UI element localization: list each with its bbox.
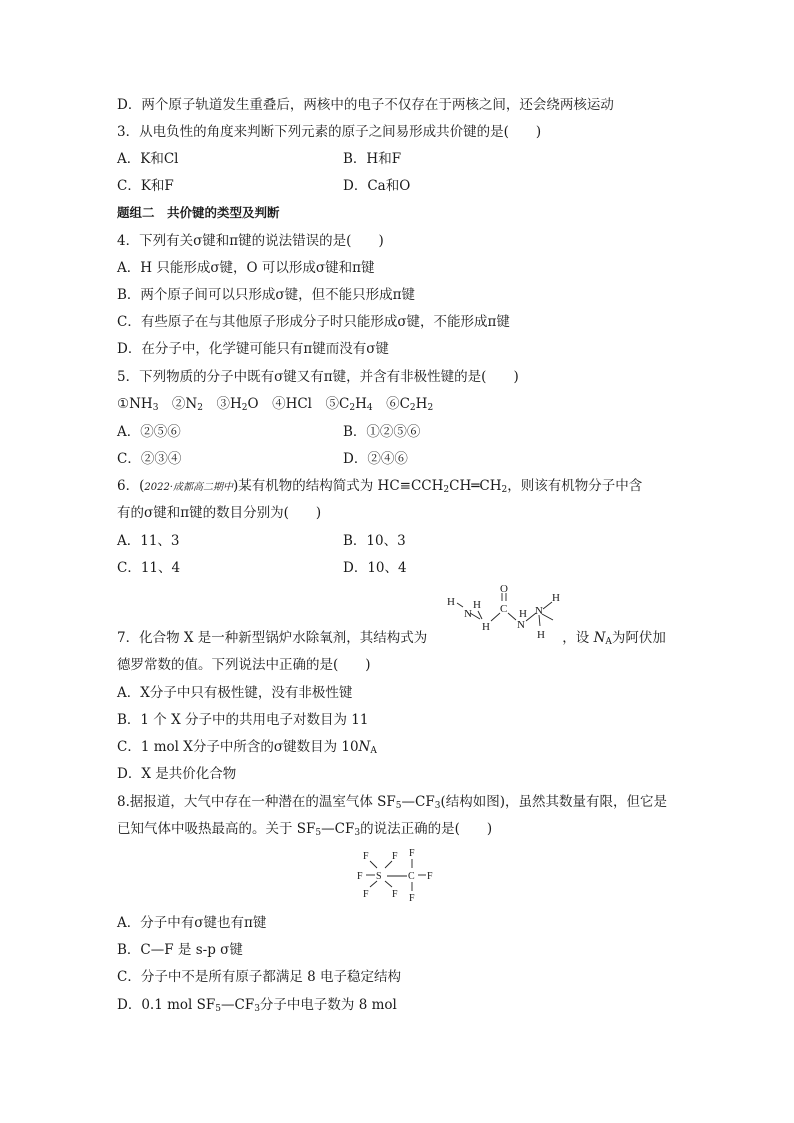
q4-option-d: D．在分子中，化学键可能只有π键而没有σ键 xyxy=(117,341,389,357)
q8-option-a: A．分子中有σ键也有π键 xyxy=(117,915,267,931)
q8-atom-f5: F xyxy=(392,889,398,900)
q5-option-d: D．②④⑥ xyxy=(343,451,408,467)
q6-option-d: D．10、4 xyxy=(343,560,407,576)
q8-atom-f4: F xyxy=(363,889,369,900)
q8-atom-f2: F xyxy=(392,851,398,862)
q4-option-c: C．有些原子在与其他原子形成分子时只能形成σ键，不能形成π键 xyxy=(117,314,510,330)
q2-option-d: D．两个原子轨道发生重叠后，两核中的电子不仅存在于两核之间，还会绕两核运动 xyxy=(117,97,614,113)
q4-stem: 4．下列有关σ键和π键的说法错误的是( ) xyxy=(117,233,384,249)
q6-source: 2022·成都高二期中 xyxy=(144,482,233,493)
q4-option-b: B．两个原子间可以只形成σ键，但不能只形成π键 xyxy=(117,287,416,303)
q6-option-a: A．11、3 xyxy=(117,533,180,549)
q8-structure-diagram xyxy=(356,844,438,904)
q3-option-d: D．Ca和O xyxy=(343,178,411,194)
q7-option-a: A．X分子中只有极性键，没有非极性键 xyxy=(117,685,353,701)
q8-atom-f3: F xyxy=(357,871,363,882)
q3-option-c: C．K和F xyxy=(117,178,174,194)
q8-stem-continued: 已知气体中吸热最高的。关于 $SF_5—CF_3$的说法正确的是( ) xyxy=(117,821,493,838)
q7-atom-n1: N xyxy=(464,608,472,620)
q8-atom-f7: F xyxy=(427,871,433,882)
q3-stem: 3．从电负性的角度来判断下列元素的原子之间易形成共价键的是( ) xyxy=(117,124,542,140)
q7-atom-h3: H xyxy=(482,621,490,633)
q7-option-b: B．1 个 X 分子中的共用电子对数目为 11 xyxy=(117,712,369,728)
q7-option-c: C．1 mol X分子中所含的σ键数目为 $10N_A$ xyxy=(117,739,377,756)
q7-option-d: D．X 是共价化合物 xyxy=(117,766,237,782)
q8-stem: 8.据报道，大气中存在一种潜在的温室气体 $SF_5—CF_3$(结构如图)，虽然其数量有限，但它是 xyxy=(117,794,668,811)
q6-stem: 6．(2022·成都高二期中)某有机物的结构简式为 $HC\equiv CCH_2CH═CH_2$，则该有机物分子中含 xyxy=(117,478,643,495)
q3-option-a: A．K和Cl xyxy=(117,151,179,167)
q8-option-b: B．C—F 是 s-p σ键 xyxy=(117,942,243,958)
q7-atom-h2: H xyxy=(473,599,481,611)
q8-atom-f6: F xyxy=(409,848,415,859)
q8-atom-f1: F xyxy=(363,851,369,862)
q6-stem-continued: 有的σ键和π键的数目分别为( ) xyxy=(117,505,322,521)
q7-atom-h4: H xyxy=(519,608,527,620)
q8-atom-s: S xyxy=(376,871,382,882)
q7-atom-n3: N xyxy=(535,605,543,617)
q5-stem: 5．下列物质的分子中既有σ键又有π键，并含有非极性键的是( ) xyxy=(117,369,519,385)
q7-atom-h5: H xyxy=(552,592,560,604)
q7-stem: 7．化合物 X 是一种新型锅炉水除氧剂，其结构式为 ，设 $N_A$为阿伏加 xyxy=(117,630,666,647)
q6-option-b: B．10、3 xyxy=(343,533,406,549)
q8-option-d: D．0.1 mol $SF_5—CF_3$分子中电子数为 8 mol xyxy=(117,997,397,1014)
q8-atom-c: C xyxy=(408,871,415,882)
q5-option-c: C．②③④ xyxy=(117,451,182,467)
q8-atom-f8: F xyxy=(409,893,415,904)
q5-option-a: A．②⑤⑥ xyxy=(117,424,181,440)
q3-option-b: B．H和F xyxy=(343,151,402,167)
q7-atom-h1: H xyxy=(447,596,455,608)
q7-atom-o: O xyxy=(500,584,508,595)
q7-atom-n2: N xyxy=(517,619,525,631)
q6-option-c: C．11、4 xyxy=(117,560,181,576)
q7-atom-h6: H xyxy=(537,629,545,641)
q5-option-b: B．①②⑤⑥ xyxy=(343,424,421,440)
q8-option-c: C．分子中不是所有原子都满足 8 电子稳定结构 xyxy=(117,969,402,985)
q5-substance-list: $①NH_3$ $②N_2$ $③H_2O$ ④HCl $⑤C_2H_4$ $⑥C_2H_2$ xyxy=(117,396,434,413)
q7-stem-continued: 德罗常数的值。下列说法中正确的是( ) xyxy=(117,657,371,673)
q7-atom-c: C xyxy=(500,603,508,615)
section-title: 题组二 共价键的类型及判断 xyxy=(117,205,280,220)
q4-option-a: A．H 只能形成σ键，O 可以形成σ键和π键 xyxy=(117,260,375,276)
